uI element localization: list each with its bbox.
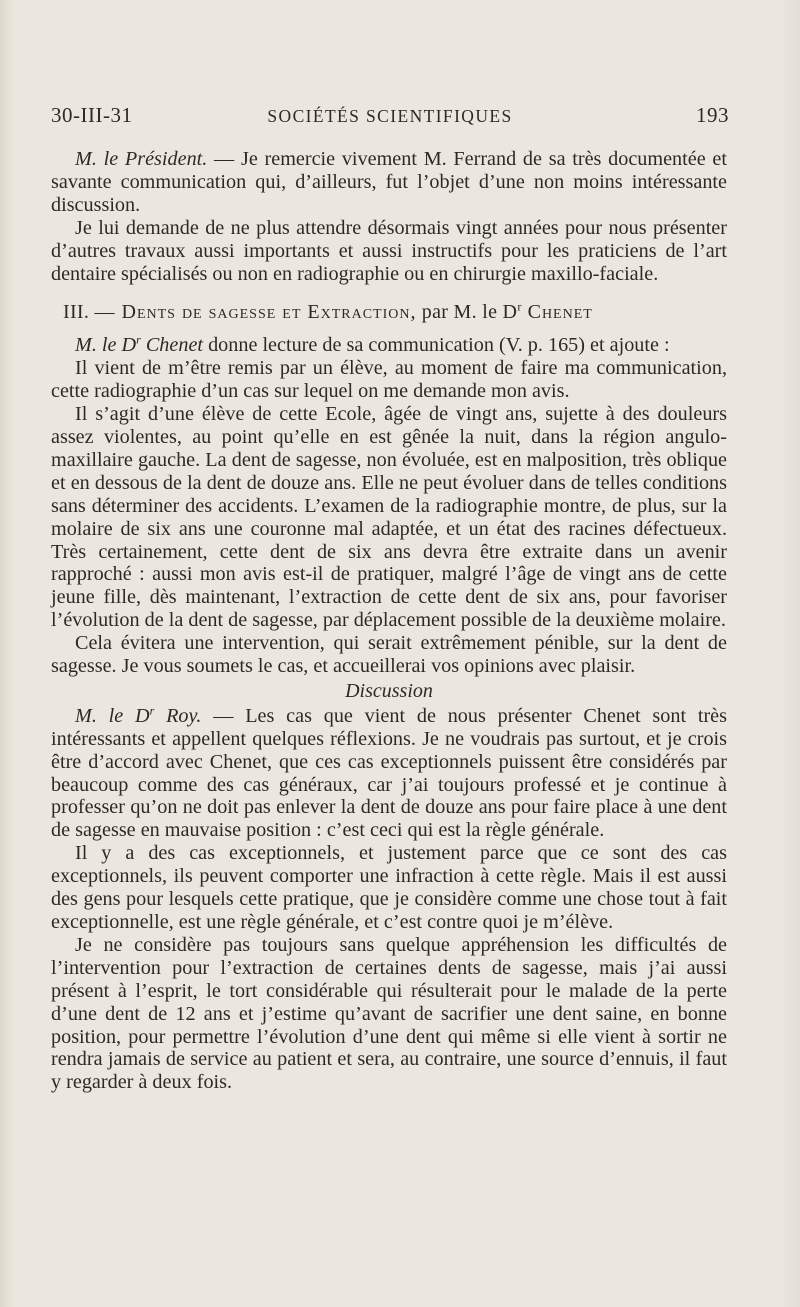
paragraph-chenet-intro <box>51 334 727 357</box>
speaker-prefix: M. le D <box>75 334 137 357</box>
paragraph: Je ne considère pas toujours sans quelque appréhension les difficultés de l’intervention pour l’extraction de certaines dents de sagesse, mais j’ai aussi présent à l’esprit, le tort considérable qui résulterait pour le malade de la perte d’une dent de 12 ans et j’estime qu’avant de sacrifier une dent saine, en bonne position, pour permettre l’évolution d’une dent qui même si elle vient à sortir ne rendra jamais de service au patient et sera, au contraire, une source d’ennuis, il faut y regarder à deux fois. <box>51 933 727 1094</box>
speaker-chenet <box>75 334 203 356</box>
paragraph: Il y a des cas exceptionnels, et justement parce que ce sont des cas exceptionnels, ils peuvent comporter une infraction à cette règle. Mais il est aussi des gens pour lesquels cette pratique, que je considère comme une chose tout à fait exceptionnelle, est une règle générale, et c’est contre quoi je m’élève. <box>51 842 727 933</box>
speaker-sup: r <box>149 703 155 718</box>
page-number: 193 <box>696 103 729 127</box>
paragraph: Je lui demande de ne plus attendre désormais vingt années pour nous présenter d’autres travaux aussi importants et aussi instructifs pour les praticiens de l’art dentaire spécialisés ou non en radiographie ou en chirurgie maxillo-faciale. <box>51 216 727 285</box>
section-title: — Dents de sagesse et Extraction, <box>94 301 417 324</box>
paragraph-roy <box>51 705 727 842</box>
header-journal-section: SOCIÉTÉS SCIENTIFIQUES <box>267 106 513 126</box>
section-heading <box>51 301 727 324</box>
section-author: Chenet <box>521 301 593 324</box>
speaker-name: Roy. <box>154 704 202 727</box>
speaker-president: M. le Président. <box>75 148 208 170</box>
paragraph: Il s’agit d’une élève de cette Ecole, âgée de vingt ans, sujette à des douleurs assez violentes, au point qu’elle en est gênée la nuit, dans la région angulo-maxillaire gauche. La dent de sagesse, non évoluée, est en malposition, très oblique et en dessous de la dent de douze ans. Elle ne peut évoluer dans de telles conditions sans déterminer des accidents. L’examen de la radiographie montre, de plus, sur la molaire de six ans une couronne mal adaptée, et un état des racines défectueux. Très certainement, cette dent de six ans devra être extraite dans un avenir rapproché : aussi mon avis est-il de pratiquer, malgré l’âge de vingt ans de cette jeune fille, dès maintenant, l’extraction de cette dent de six ans, pour favoriser l’évolution de la dent de sagesse, par déplacement possible de la deuxième molaire. <box>51 403 727 632</box>
paragraph-text: donne lecture de sa communication (V. p. 165) et ajoute : <box>203 334 670 357</box>
section-number: III. <box>63 301 90 324</box>
speaker-sup: r <box>136 332 141 347</box>
running-header <box>51 103 729 131</box>
paragraph-president <box>51 148 727 217</box>
paragraph-text: — Je remercie vivement M. Ferrand de sa très documentée et savante communication qui, d’ailleurs, fut l’objet d’une non moins intéressante discussion. <box>51 148 727 216</box>
discussion-heading: Discussion <box>345 679 433 702</box>
header-date: 30-III-31 <box>51 103 133 127</box>
paragraph: Il vient de m’être remis par un élève, au moment de faire ma communication, cette radiographie d’un cas sur lequel on me demande mon avis. <box>51 357 727 403</box>
speaker-prefix: M. le D <box>75 704 150 727</box>
paragraph: Cela évitera une intervention, qui serait extrêmement pénible, sur la dent de sagesse. Je vous soumets le cas, et accueillerai vos opinions avec plaisir. <box>51 632 727 678</box>
speaker-name: Chenet <box>140 334 204 357</box>
article-body <box>51 148 727 1094</box>
speaker-roy <box>75 705 201 727</box>
paragraph-text: — Les cas que vient de nous présenter Chenet sont très intéressants et appellent quelques réflexions. Je ne voudrais pas surtout, et je crois être d’accord avec Chenet, que ces cas exceptionnels puissent être considérés par beaucoup comme des cas généraux, car j’ai toujours professé et je continue à professer qu’on ne doit pas enlever la dent de douze ans pour faire place à une dent de sagesse en mauvaise position : c’est ceci qui est la règle générale. <box>51 704 727 842</box>
section-by: par M. le D <box>416 301 518 324</box>
section-sup: r <box>517 299 522 314</box>
